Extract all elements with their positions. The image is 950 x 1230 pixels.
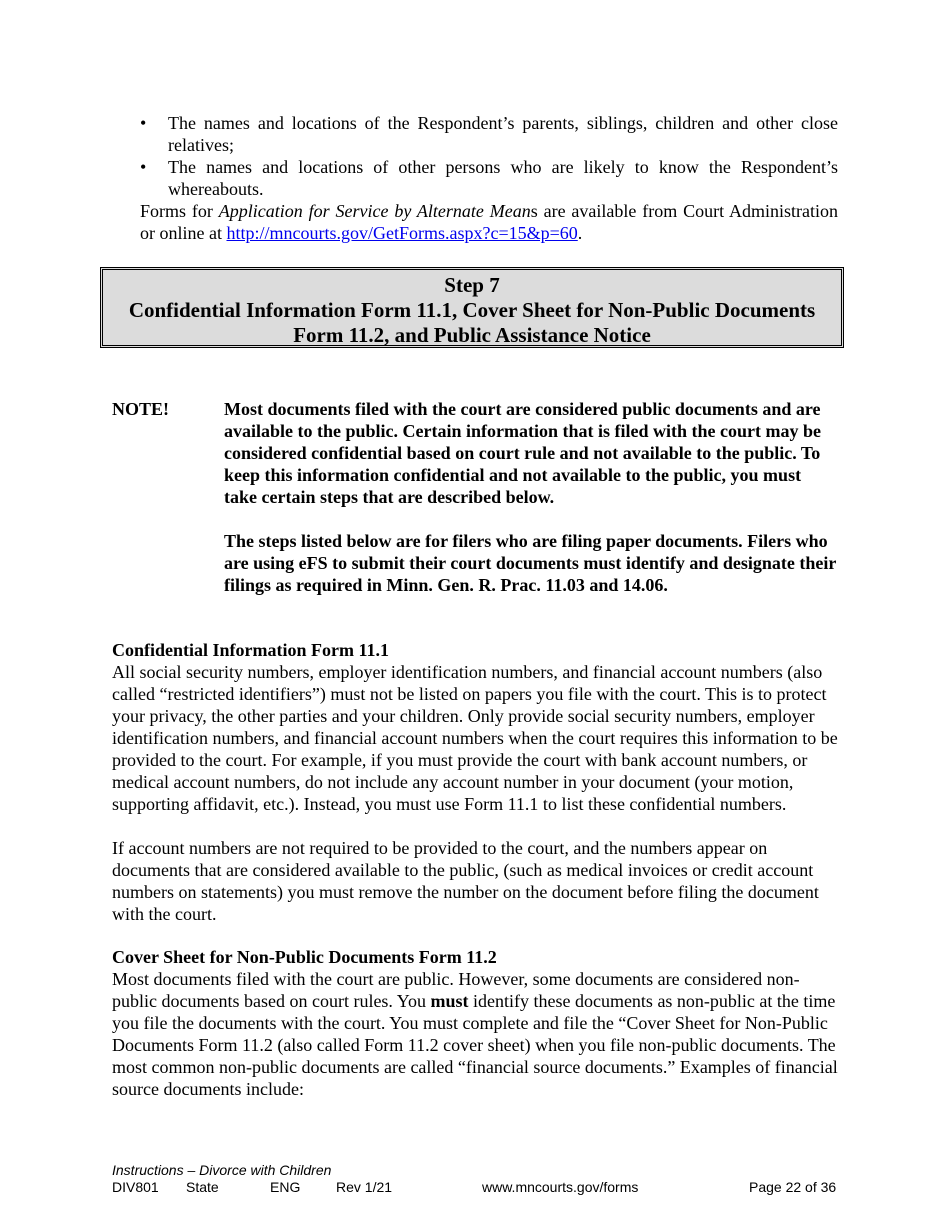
note-block [112,398,838,618]
confidential-info-section [112,639,842,925]
step-heading-box [100,267,844,348]
note-label: NOTE! [112,399,170,419]
forms-paragraph: Forms for Application for Service by Alternate Means are available from Court Administration or online at http://mncourts.gov/GetForms.aspx?c=15&p=60. [140,201,838,243]
footer-rev: Rev 1/21 [336,1179,393,1195]
footer-scope: State [186,1179,219,1195]
forms-link[interactable]: http://mncourts.gov/GetForms.aspx?c=15&p=60 [226,223,578,243]
footer-title: Instructions – Divorce with Children [112,1162,332,1178]
note-body [224,398,838,596]
section-paragraph: If account numbers are not required to be provided to the court, and the numbers appear on documents that are considered available to the public, (such as medical invoices or credit account numbers on statements) you must remove the number on the document before filing the document with the court. [112,838,819,924]
note-paragraph-1: Most documents filed with the court are considered public documents and are available to the public. Certain information that is filed with the court may be considered confidential based on court rule and not available to the public. To keep this information confidential and not available to the public, you must take certain steps that are described below. [224,399,821,507]
footer-code: DIV801 [112,1179,159,1195]
bullet-section [112,112,838,244]
footer-url: www.mncourts.gov/forms [482,1179,639,1195]
footer-lang: ENG [270,1179,301,1195]
cover-sheet-section [112,946,842,1100]
bullet-list [112,112,838,200]
step-subtitle-line1: Confidential Information Form 11.1, Cover Sheet for Non-Public Documents [128,298,816,322]
section-heading: Cover Sheet for Non-Public Documents Form 11.2 [112,947,497,967]
bullet-icon: • [140,157,147,177]
bullet-icon: • [140,113,147,133]
step-title: Step 7 [444,273,500,297]
list-item: • The names and locations of other persons who are likely to know the Respondent’s whereabouts. [140,157,838,199]
step-subtitle-line2: Form 11.2, and Public Assistance Notice [293,323,651,347]
section-heading: Confidential Information Form 11.1 [112,640,389,660]
list-item: • The names and locations of the Respondent’s parents, siblings, children and other close relatives; [140,113,838,155]
footer-page: Page 22 of 36 [749,1179,837,1195]
note-paragraph-2: The steps listed below are for filers who are filing paper documents. Filers who are using eFS to submit their court documents must identify and designate their filings as required in Minn. Gen. R. Prac. 11.03 and 14.06. [224,531,837,595]
page-footer [112,1162,838,1196]
section-paragraph: All social security numbers, employer identification numbers, and financial account numbers (also called “restricted identifiers”) must not be listed on papers you file with the court. This is to protect your privacy, the other parties and your children. Only provide social security numbers, employer identification numbers, and financial account numbers when the court requires this information to be provided to the court. For example, if you must provide the court with bank account numbers, or medical account numbers, do not include any account number in your document (your motion, supporting affidavit, etc.). Instead, you must use Form 11.1 to list these confidential numbers. [112,662,838,814]
section-paragraph: Most documents filed with the court are public. However, some documents are considered non-public documents based on court rules. You must identify these documents as non-public at the time you file the documents with the court. You must complete and file the “Cover Sheet for Non-Public Documents Form 11.2 (also called Form 11.2 cover sheet) when you file non-public documents. The most common non-public documents are called “financial source documents.” Examples of financial source documents include: [112,969,838,1099]
